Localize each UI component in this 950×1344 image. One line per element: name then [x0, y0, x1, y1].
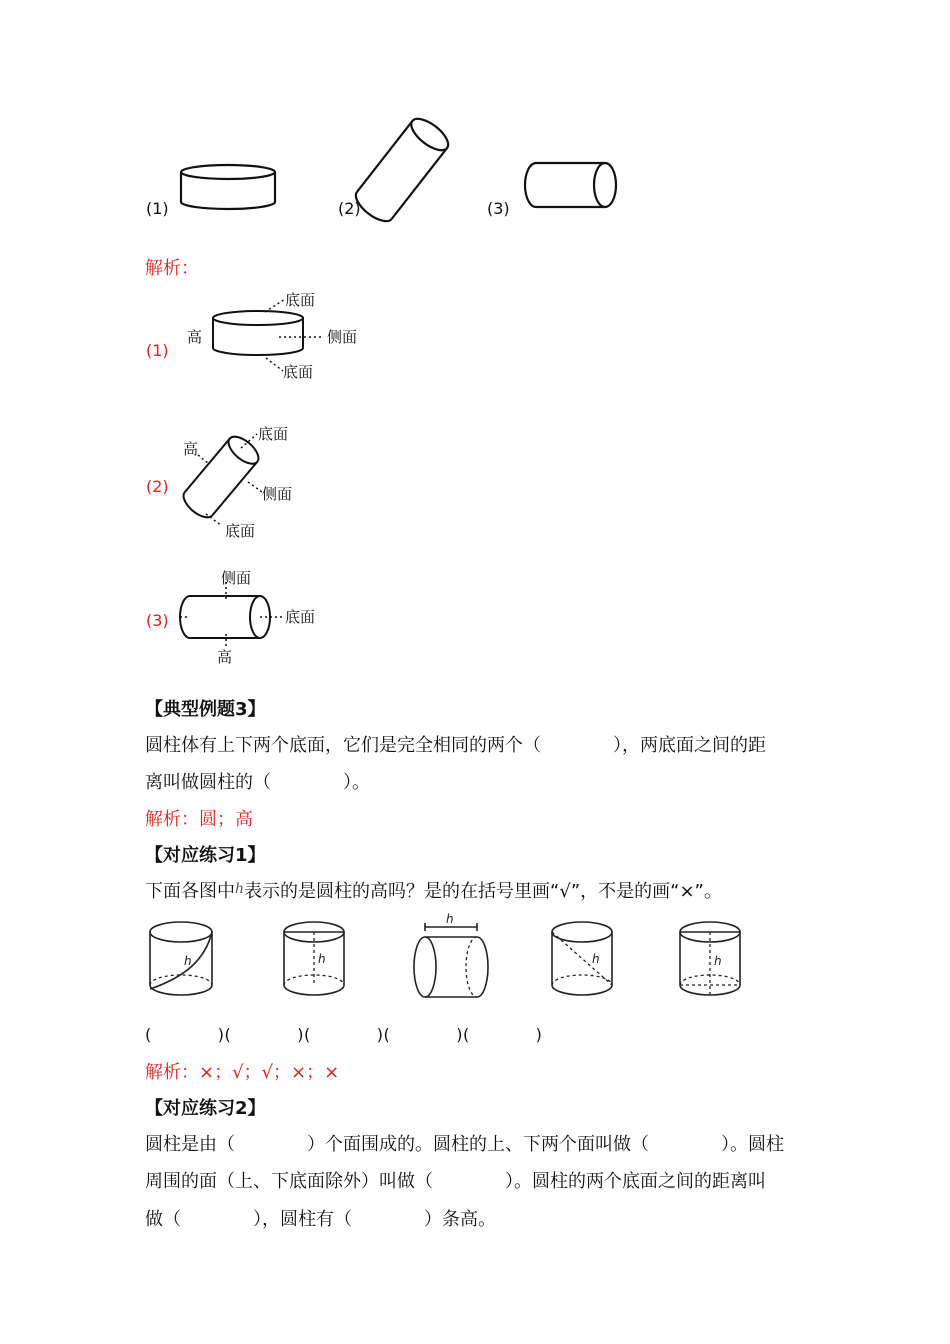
- practice-cylinder-3: [414, 912, 488, 997]
- practice-cylinder-1: [150, 922, 212, 995]
- cylinder-horizontal: [525, 163, 616, 207]
- top-label-1: (1): [146, 199, 169, 218]
- example3-heading: 【典型例题3】: [145, 699, 266, 720]
- practice1-question: [145, 877, 722, 903]
- practice-cylinder-2: [284, 922, 344, 995]
- fig2-num: (2): [146, 477, 169, 496]
- fig2-bottom-label: 底面: [225, 522, 256, 540]
- practice1-question-after: 表示的是圆柱的高吗？是的在括号里画“√”，不是的画“×”。: [244, 881, 722, 902]
- top-label-2: (2): [338, 199, 361, 218]
- h-label: h: [318, 952, 326, 966]
- cylinder-tilted: [351, 113, 453, 227]
- fig2-side-label: 侧面: [262, 485, 293, 503]
- practice-cylinder-4: [552, 922, 612, 995]
- fig3-side-label: 侧面: [221, 569, 252, 587]
- analysis-figure-3: [0, 562, 950, 672]
- example3-line2: 离叫做圆柱的（ ）。: [145, 772, 370, 793]
- analysis-figure-1: [0, 285, 950, 405]
- h-symbol: h: [235, 881, 245, 897]
- fig1-num: (1): [146, 341, 169, 360]
- analysis-figure-2: [0, 420, 950, 550]
- practice1-heading: 【对应练习1】: [145, 845, 266, 866]
- practice2-heading: 【对应练习2】: [145, 1098, 266, 1119]
- h-label: h: [714, 954, 722, 968]
- practice1-cylinders: [0, 905, 950, 1015]
- practice-cylinder-5: [680, 922, 740, 995]
- h-label: h: [592, 952, 600, 966]
- fig3-base-label: 底面: [285, 608, 316, 626]
- fig2-top-label: 底面: [258, 425, 289, 443]
- practice1-answer-brackets[interactable]: ( )( )( )( )( ): [145, 1025, 543, 1044]
- practice2-line3: 做（ ），圆柱有（ ）条高。: [145, 1209, 496, 1230]
- fig2-height-label: 高: [183, 440, 199, 458]
- top-cylinder-figures: [0, 0, 950, 240]
- fig1-side-label: 侧面: [327, 328, 358, 346]
- example3-answer: 解析：圆；高: [145, 809, 253, 830]
- fig3-height-label: 高: [217, 648, 233, 666]
- practice2-line2: 周围的面（上、下底面除外）叫做（ ）。圆柱的两个底面之间的距离叫: [145, 1171, 766, 1192]
- cylinder-flat: [181, 165, 275, 209]
- fig1-top-label: 底面: [285, 291, 316, 309]
- analysis1-title: 解析：: [145, 258, 199, 279]
- h-label: h: [184, 954, 192, 968]
- practice1-answer: 解析：×；√；√；×；×: [145, 1062, 340, 1083]
- fig3-num: (3): [146, 611, 169, 630]
- fig1-bottom-label: 底面: [283, 363, 314, 381]
- practice1-question-before: 下面各图中: [145, 881, 235, 902]
- fig1-height-label: 高: [187, 328, 203, 346]
- h-label: h: [446, 912, 454, 926]
- example3-line1: 圆柱体有上下两个底面，它们是完全相同的两个（ ），两底面之间的距: [145, 735, 766, 756]
- practice2-line1: 圆柱是由（ ）个面围成的。圆柱的上、下两个面叫做（ ）。圆柱: [145, 1134, 784, 1155]
- top-label-3: (3): [487, 199, 510, 218]
